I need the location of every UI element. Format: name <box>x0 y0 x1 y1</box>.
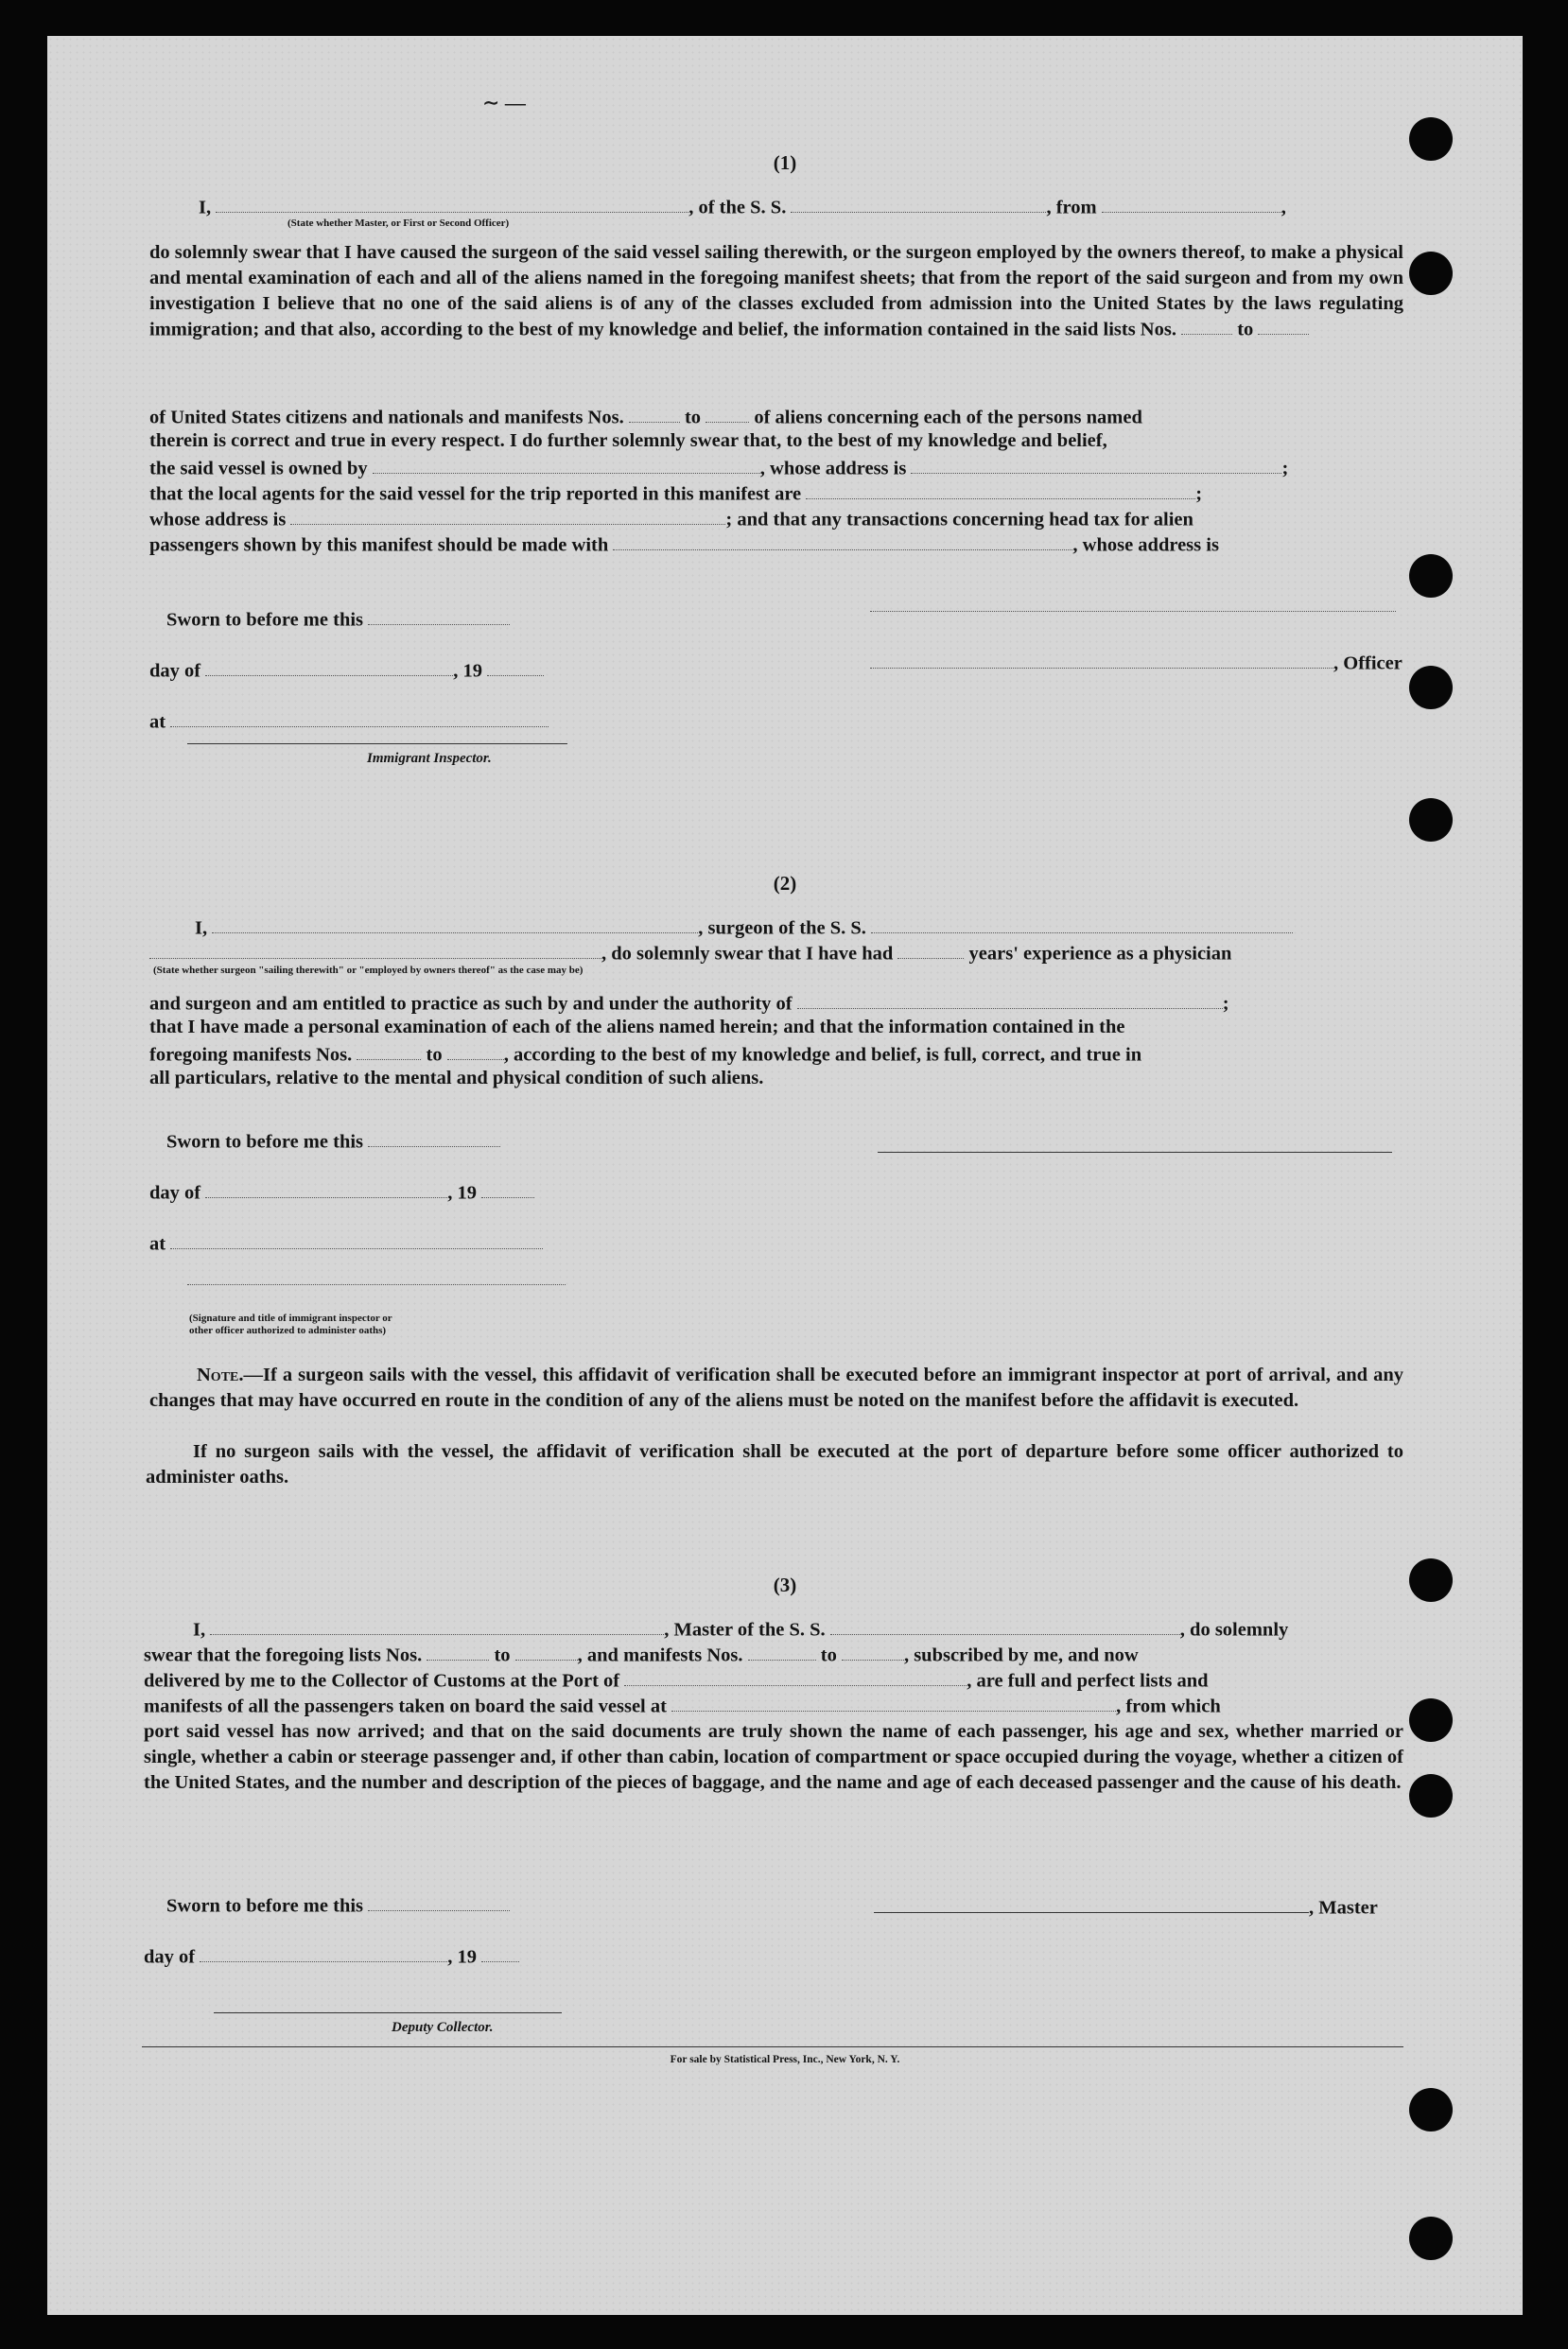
s2-line-fm: foregoing manifests Nos. to , according to the best of my knowledge and belief, is full, correct, and true in <box>149 1042 1141 1066</box>
s2-line-all: all particulars, relative to the mental and physical condition of such aliens. <box>149 1068 764 1088</box>
agents-blank[interactable] <box>806 481 1195 499</box>
s1-line-1: I, , of the S. S. , from , <box>199 195 1286 218</box>
s3-body: port said vessel has now arrived; and that on the said documents are truly shown the name of each passenger, his age and sex, whether married or single, whether a cabin or steerage passenger and, if other than cabin, location of compartment or space occupied during the voyage, whether a citizen of the United States, and the number and description of the pieces of baggage, and the name and age of each deceased passenger and the cause of his death. <box>144 1721 1403 1793</box>
s2-sworn-blank[interactable] <box>368 1129 500 1147</box>
s2-name-blank[interactable] <box>212 915 698 933</box>
s3-year-blank[interactable] <box>481 1944 519 1962</box>
lists-to-blank[interactable] <box>1258 317 1309 335</box>
s3-name-blank[interactable] <box>210 1617 664 1635</box>
s1-day: day of , 19 <box>149 658 544 682</box>
s3-port-blank[interactable] <box>624 1668 967 1686</box>
punch-hole <box>1409 554 1453 598</box>
s2-line-2: , do solemnly swear that I have had years' experience as a physician <box>149 941 1231 965</box>
s3-manif-to-blank[interactable] <box>842 1643 904 1661</box>
s2-line-exam: that I have made a personal examination of each of the aliens named herein; and that the information contained in the <box>149 1017 1125 1037</box>
agents-address-blank[interactable] <box>290 507 725 525</box>
section-2-number: (2) <box>773 872 797 895</box>
s1-line-owned: the said vessel is owned by , whose address is ; <box>149 456 1288 479</box>
manifests-to-blank[interactable] <box>706 405 749 423</box>
s3-day-blank[interactable] <box>200 1944 447 1962</box>
punch-hole <box>1409 1698 1453 1742</box>
s2-inspector-blank[interactable] <box>187 1271 566 1285</box>
form-page <box>47 36 1523 2315</box>
punch-hole <box>1409 252 1453 295</box>
s1-line-whose: whose address is ; and that any transactions concerning head tax for alien <box>149 507 1193 531</box>
s1-line-agents: that the local agents for the said vessel for the trip reported in this manifest are ; <box>149 481 1202 505</box>
section-3-number: (3) <box>773 1574 797 1596</box>
s3-lists-from-blank[interactable] <box>427 1643 489 1661</box>
s2-authority-blank[interactable] <box>797 991 1223 1009</box>
s1-inspector-line <box>187 743 567 744</box>
s2-at-blank[interactable] <box>170 1231 543 1249</box>
s2-type-blank[interactable] <box>149 941 601 959</box>
owner-address-blank[interactable] <box>911 456 1281 474</box>
s1-sworn: Sworn to before me this <box>166 607 510 631</box>
s3-day: day of , 19 <box>144 1944 519 1968</box>
s2-year-blank[interactable] <box>481 1180 534 1198</box>
punch-hole <box>1409 2217 1453 2260</box>
s1-sworn-blank[interactable] <box>368 607 510 625</box>
s1-line-manifests: of United States citizens and nationals and manifests Nos. to of aliens concerning each of the persons named <box>149 405 1142 428</box>
s1-day-blank[interactable] <box>205 658 453 676</box>
s1-at-blank[interactable] <box>170 709 549 727</box>
publisher-footer: For sale by Statistical Press, Inc., New York, N. Y. <box>670 2054 900 2065</box>
owner-blank[interactable] <box>373 456 760 474</box>
s2-line-auth: and surgeon and am entitled to practice as such by and under the authority of ; <box>149 991 1229 1015</box>
s3-line-1: I, , Master of the S. S. , do solemnly <box>193 1617 1288 1641</box>
punch-hole <box>1409 1774 1453 1818</box>
punch-hole <box>1409 666 1453 709</box>
s2-fm-to-blank[interactable] <box>447 1042 504 1060</box>
punch-hole <box>1409 2088 1453 2132</box>
headtax-blank[interactable] <box>613 532 1072 550</box>
punch-hole <box>1409 798 1453 842</box>
s2-at: at <box>149 1231 543 1255</box>
s2-day-blank[interactable] <box>205 1180 447 1198</box>
s3-boarded-blank[interactable] <box>671 1694 1116 1712</box>
s2-note-2: If no surgeon sails with the vessel, the affidavit of verification shall be executed at the port of departure before some officer authorized to administer oaths. <box>146 1441 1403 1488</box>
s2-sig-caption-2: other officer authorized to administer oaths) <box>189 1325 387 1336</box>
footer-rule <box>142 2046 1403 2047</box>
s3-lists-to-blank[interactable] <box>515 1643 578 1661</box>
s1-line-passengers: passengers shown by this manifest should be made with , whose address is <box>149 532 1219 556</box>
s1-year-blank[interactable] <box>487 658 544 676</box>
pen-mark: ∼ — <box>482 91 526 114</box>
s1-officer-blank[interactable] <box>870 651 1333 669</box>
s3-line-3: delivered by me to the Collector of Customs at the Port of , are full and perfect lists and <box>144 1668 1209 1692</box>
s2-sig-caption-1: (Signature and title of immigrant inspector or <box>189 1313 392 1324</box>
s2-vessel-blank[interactable] <box>871 915 1293 933</box>
s1-inspector-caption: Immigrant Inspector. <box>367 751 492 766</box>
vessel-blank[interactable] <box>791 195 1046 213</box>
s2-sworn: Sworn to before me this <box>166 1129 500 1153</box>
s3-sworn-blank[interactable] <box>368 1893 510 1911</box>
s2-note: Note.—If a surgeon sails with the vessel, this affidavit of verification shall be executed before an immigrant inspector at port of arrival, and any changes that may have occurred en route in the condition of any of the aliens must be noted on the manifest before the affidavit is executed. <box>149 1365 1403 1411</box>
s2-day: day of , 19 <box>149 1180 534 1204</box>
s1-at: at <box>149 709 549 733</box>
s2-signature-line <box>878 1152 1392 1153</box>
s1-signature-blank[interactable] <box>870 598 1396 612</box>
s3-deputy-line <box>214 2012 562 2013</box>
s1-line-therein: therein is correct and true in every respect. I do further solemnly swear that, to the best of my knowledge and belief, <box>149 430 1107 451</box>
s3-deputy-caption: Deputy Collector. <box>392 2020 494 2035</box>
s2-fm-from-blank[interactable] <box>357 1042 421 1060</box>
section-1-number: (1) <box>773 151 797 174</box>
s3-master-blank[interactable] <box>874 1895 1309 1913</box>
s1-officer: , Officer <box>870 651 1402 674</box>
s2-years-blank[interactable] <box>897 941 964 959</box>
manifests-from-blank[interactable] <box>629 405 680 423</box>
s3-manif-from-blank[interactable] <box>748 1643 816 1661</box>
lists-from-blank[interactable] <box>1181 317 1232 335</box>
rank-blank[interactable] <box>216 195 688 213</box>
s1-body: do solemnly swear that I have caused the surgeon of the said vessel sailing therewith, or the surgeon employed by the owners thereof, to make a physical and mental examination of each and all of the aliens named in the foregoing manifest sheets; that from the report of the said surgeon and from my own investigation I believe that no one of the said aliens is of any of the classes excluded from admission into the United States by the laws regulating immigration; and that also, according to the best of my knowledge and belief, the information contained in the said lists Nos. to <box>149 242 1403 340</box>
from-blank[interactable] <box>1102 195 1281 213</box>
s2-line-1: I, , surgeon of the S. S. <box>195 915 1293 939</box>
s3-line-2: swear that the foregoing lists Nos. to , and manifests Nos. to , subscribed by me, and now <box>144 1643 1139 1666</box>
s2-type-note: (State whether surgeon "sailing therewith" or "employed by owners thereof" as the case may be) <box>153 965 584 976</box>
s3-line-4: manifests of all the passengers taken on board the said vessel at , from which <box>144 1694 1221 1717</box>
s3-vessel-blank[interactable] <box>830 1617 1180 1635</box>
s3-master-sig: , Master <box>874 1895 1378 1919</box>
note-label: Note. <box>197 1365 244 1385</box>
s3-sworn: Sworn to before me this <box>166 1893 510 1917</box>
s1-rank-note: (State whether Master, or First or Second Officer) <box>287 218 510 229</box>
